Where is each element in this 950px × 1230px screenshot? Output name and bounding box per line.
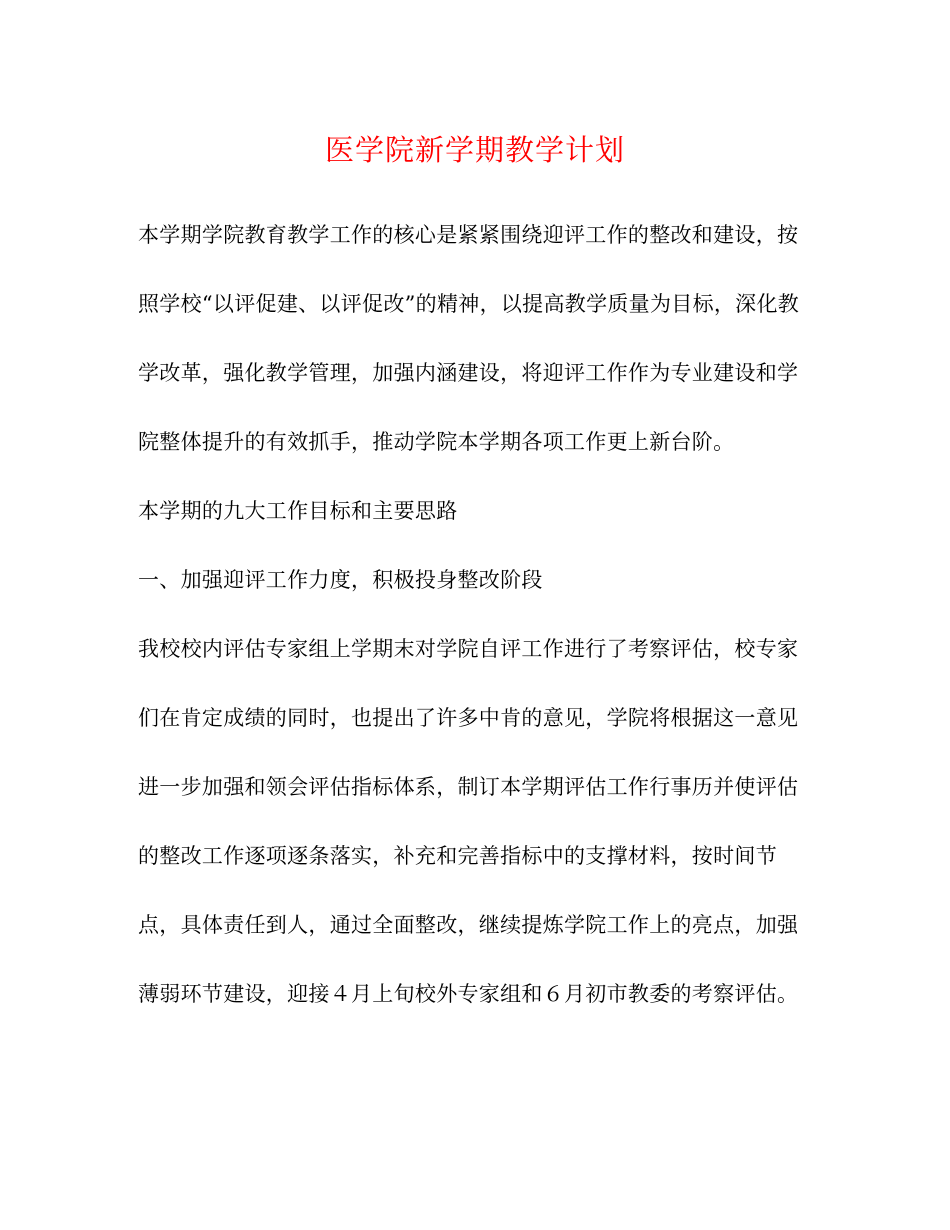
paragraph-line: 的整改工作逐项逐条落实，补充和完善指标中的支撑材料，按时间节 bbox=[138, 844, 777, 868]
paragraph-line: 薄弱环节建设，迎接４月上旬校外专家组和６月初市教委的考察评估。 bbox=[138, 982, 799, 1006]
paragraph-line: 院整体提升的有效抓手，推动学院本学期各项工作更上新台阶。 bbox=[138, 430, 735, 454]
paragraph-line: 们在肯定成绩的同时，也提出了许多中肯的意见，学院将根据这一意见 bbox=[138, 706, 799, 730]
paragraph-line: 进一步加强和领会评估指标体系，制订本学期评估工作行事历并使评估 bbox=[138, 775, 799, 799]
paragraph-line: 点，具体责任到人，通过全面整改，继续提炼学院工作上的亮点，加强 bbox=[138, 913, 799, 937]
paragraph-line: 本学期学院教育教学工作的核心是紧紧围绕迎评工作的整改和建设，按 bbox=[138, 223, 799, 247]
paragraph-line: 我校校内评估专家组上学期末对学院自评工作进行了考察评估，校专家 bbox=[138, 637, 799, 661]
paragraph-line: 照学校“以评促建、以评促改”的精神，以提高教学质量为目标，深化教 bbox=[138, 292, 800, 316]
section-heading: 本学期的九大工作目标和主要思路 bbox=[138, 499, 458, 523]
paragraph-line: 学改革，强化教学管理，加强内涵建设，将迎评工作作为专业建设和学 bbox=[138, 361, 799, 385]
document-title: 医学院新学期教学计划 bbox=[324, 133, 625, 167]
section-heading: 一、加强迎评工作力度，积极投身整改阶段 bbox=[138, 568, 543, 592]
